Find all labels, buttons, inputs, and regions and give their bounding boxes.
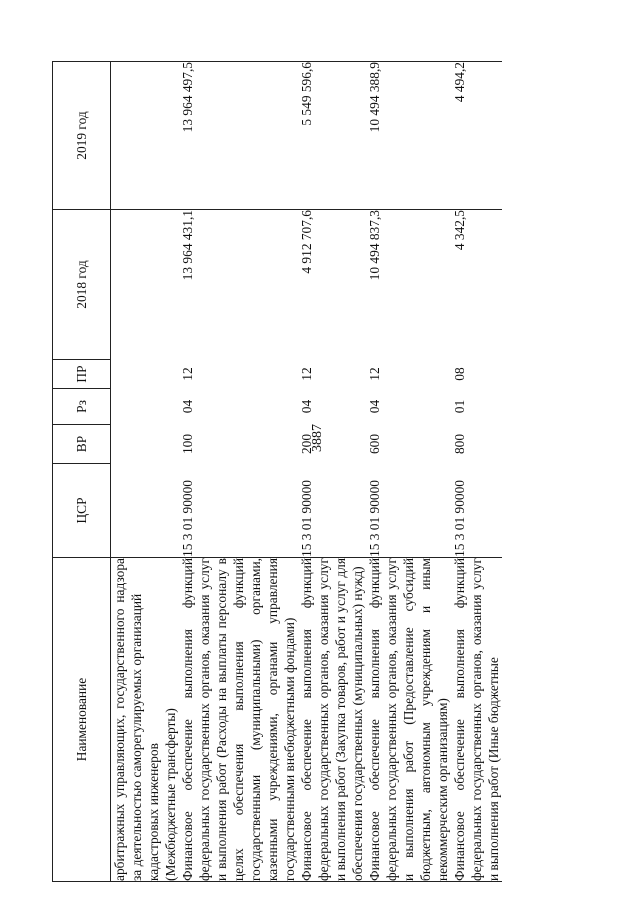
row-2018: 4 342,5 [451,210,502,360]
row-name-part: арбитражных управляющих, государственного надзора за деятельностью саморегулируемых организаций [112,558,144,881]
row-vr: 100 [180,433,195,455]
header-pr: ПР [53,360,111,389]
row-csr: 15 3 01 90000 [299,480,314,557]
row-vr [111,425,180,464]
row-2019: 4 494,2 [451,62,502,210]
row-name-part: (Межбюджетные трансферты) [163,708,178,881]
row-2019: 10 494 388,9 [366,62,451,210]
row-rz: 04 [367,399,382,414]
budget-table [52,61,502,882]
table-row [366,62,451,882]
row-pr [111,360,180,389]
header-2018: 2018 год [53,210,111,360]
table-row [111,62,180,882]
row-rz: 04 [180,399,195,414]
row-name [111,558,180,882]
row-rz: 04 [299,399,314,414]
header-2019: 2019 год [53,62,111,210]
row-rz: 01 [452,399,467,414]
row-csr: 15 3 01 90000 [367,480,382,557]
table-row [179,62,298,882]
row-vr: 200 [299,433,314,455]
row-2019 [111,62,180,210]
row-csr: 15 3 01 90000 [180,480,195,557]
header-csr: ЦСР [53,464,111,558]
row-2018: 13 964 431,1 [179,210,298,360]
row-2019: 5 549 596,6 [298,62,366,210]
header-name: Наименование [53,558,111,882]
row-2018: 4 912 707,6 [298,210,366,360]
row-pr: 12 [367,367,382,381]
page-number: 3887 [310,424,325,452]
row-pr: 12 [299,367,314,381]
row-2019: 13 964 497,5 [179,62,298,210]
rotated-page [52,62,568,882]
row-name: Финансовое обеспечение выполнения функций федеральных государственных органов, оказания услуг и выполнения работ (Расходы на выплаты персоналу в целях обеспечения выполнения функций государственными (муниципальными) органами, казенными учреждениями, органами управления государственными внебюджетными фондами) [180,558,297,881]
row-pr: 12 [180,367,195,381]
row-name: Финансовое обеспечение выполнения функций федеральных государственных органов, оказания услуг и выполнения работ (Закупка товаров, работ и услуг для обеспечения государственных (муниципальных) нужд) [299,558,365,881]
table-header-row [53,62,111,882]
header-vr: ВР [53,425,111,464]
table-row [451,62,502,882]
row-2018 [111,210,180,360]
row-2018: 10 494 837,3 [366,210,451,360]
row-csr [111,464,180,558]
row-csr: 15 3 01 90000 [452,480,467,557]
row-name-part: кадастровых инженеров [146,743,161,881]
row-name: Финансовое обеспечение выполнения функций федеральных государственных органов, оказания услуг и выполнения работ (Иные бюджетные [452,558,501,881]
row-pr: 08 [452,367,467,381]
row-rz [111,389,180,425]
row-vr: 800 [452,433,467,455]
header-rz: Рз [53,389,111,425]
table-row [298,62,366,882]
row-vr: 600 [367,433,382,455]
row-name: Финансовое обеспечение выполнения функций федеральных государственных органов, оказания услуг и выполнения работ (Предоставление субсидий бюджетным, автономным учреждениям и иным некоммерческим организациям) [367,558,450,881]
